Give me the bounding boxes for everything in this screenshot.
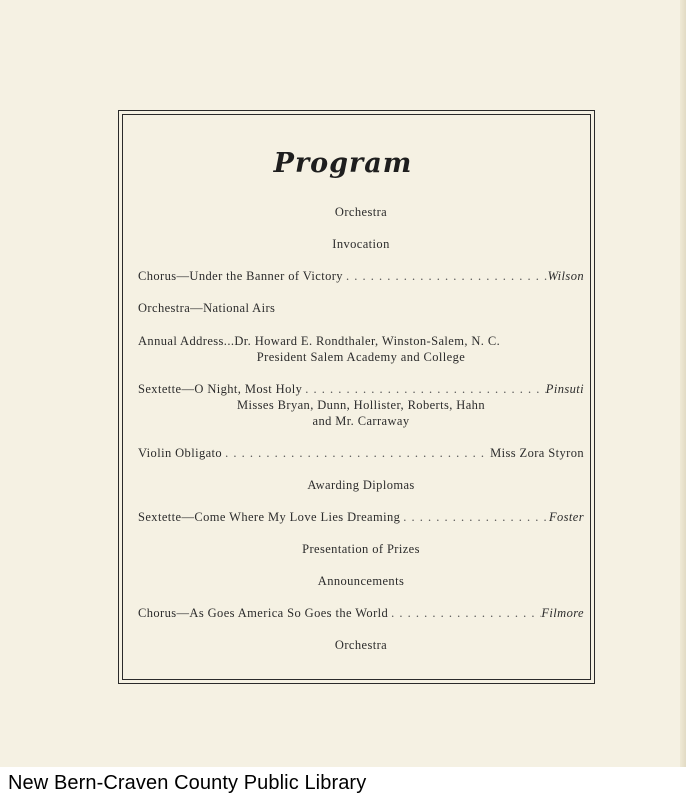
program-item-announcements: Announcements (317, 574, 405, 588)
composer-name: Foster (548, 510, 584, 524)
program-item-title: Annual Address...Dr. Howard E. Rondthaler, Winston-Salem, N. C. (138, 334, 501, 348)
library-credit: New Bern-Craven County Public Library (8, 772, 367, 794)
program-item-diplomas: Awarding Diplomas (307, 478, 415, 492)
program-item-title: Violin Obligato (138, 446, 223, 460)
program-item-sextette-dreaming (138, 510, 584, 525)
dot-leader (400, 510, 549, 525)
program-item-detail: President Salem Academy and College (256, 350, 466, 364)
program-item-national-airs (138, 301, 584, 316)
program-item-orchestra-closing: Orchestra (334, 638, 388, 652)
composer-name: Filmore (541, 606, 584, 620)
program-item-invocation: Invocation (332, 237, 390, 251)
program-item-title: Chorus—As Goes America So Goes the World (138, 606, 389, 620)
program-item-violin-obligato (138, 446, 584, 461)
program-item-title: Chorus—Under the Banner of Victory (138, 269, 343, 283)
dot-leader (222, 446, 490, 461)
program-item-detail: and Mr. Carraway (312, 414, 410, 428)
program-item-chorus-america (138, 606, 584, 621)
program-item-title: Orchestra—National Airs (138, 301, 276, 315)
program-item-title: Sextette—O Night, Most Holy (138, 382, 303, 396)
program-border (118, 110, 595, 684)
program-item-chorus-banner (138, 269, 584, 284)
program-item-annual-address (138, 334, 584, 349)
composer-name: Wilson (547, 269, 584, 283)
page-edge (680, 0, 686, 767)
page-title: Program (273, 148, 413, 179)
composer-name: Pinsuti (545, 382, 584, 396)
program-item-sextette-night (138, 382, 584, 397)
dot-leader (302, 382, 546, 397)
program-item-prizes: Presentation of Prizes (302, 542, 420, 556)
program-item-detail: Misses Bryan, Dunn, Hollister, Roberts, Hahn (237, 398, 485, 412)
program-item-title: Sextette—Come Where My Love Lies Dreaming (138, 510, 401, 524)
dot-leader (388, 606, 541, 621)
performer-name: Miss Zora Styron (490, 446, 584, 460)
program-item-orchestra-opening: Orchestra (334, 205, 388, 219)
dot-leader (343, 269, 548, 284)
